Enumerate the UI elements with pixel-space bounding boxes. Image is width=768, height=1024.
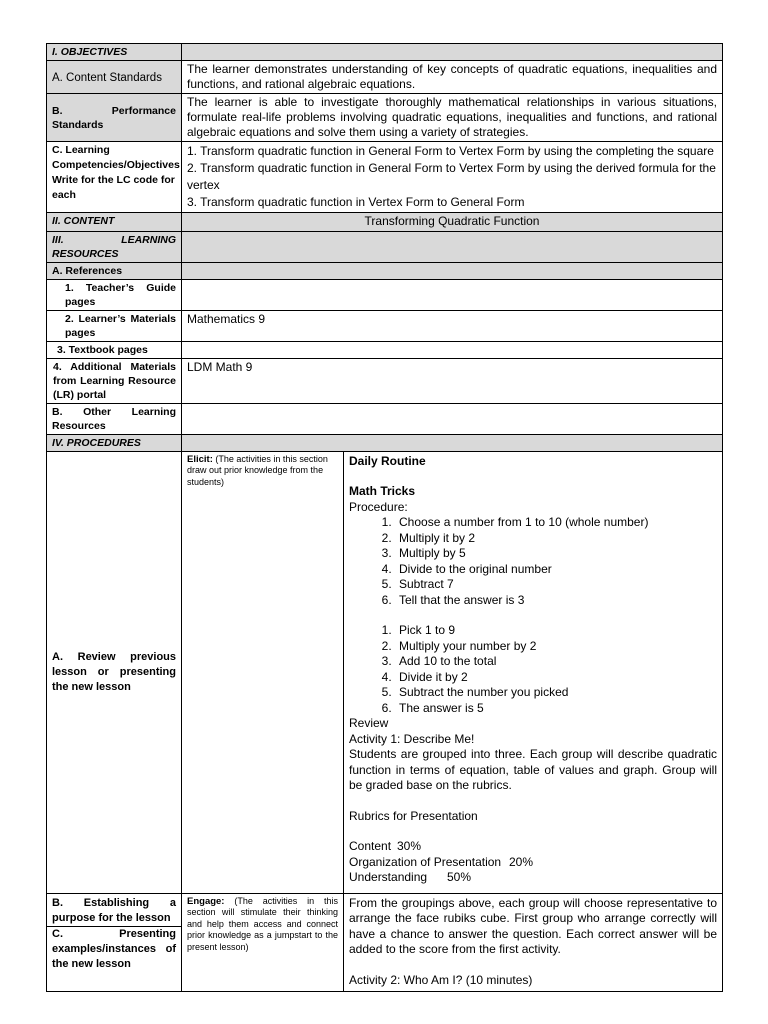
performance-standards-label: B. Performance Standards [47,94,182,142]
resources-header-row [47,231,723,262]
rubric-weight: 50% [447,870,472,884]
competencies-row [47,142,723,213]
list-item: 3. Multiply by 5 [395,546,717,562]
review-content [344,451,723,893]
performance-standards-row [47,94,723,142]
competency-item: 2. Transform quadratic function in General Form to Vertex Form by using the derived formula for the vertex [187,161,716,192]
competency-item: 3. Transform quadratic function in Vertex Form to General Form [187,195,525,209]
references-label: A. References [47,262,182,279]
list-item: 6. Tell that the answer is 3 [395,593,717,609]
content-standards-text: The learner demonstrates understanding of key concepts of quadratic equations, inequalities and functions, and rational algebraic equations. [182,61,723,94]
review-label: A. Review previous lesson or presenting the new lesson [47,451,182,893]
learners-materials-label: 2. Learner’s Materials pages [47,310,182,341]
learners-materials-value: Mathematics 9 [182,310,723,341]
content-header: II. CONTENT [47,213,182,232]
references-row [47,262,723,279]
list-item: 4. Divide it by 2 [395,670,717,686]
rubric-name: Understanding [349,870,428,884]
content-standards-row [47,61,723,94]
establishing-purpose-label: B. Establishing a purpose for the lesson [52,896,176,924]
rubric-weight: 20% [509,854,534,869]
procedures-header: IV. PROCEDURES [47,434,182,451]
purpose-row [47,893,723,992]
performance-standards-text: The learner is able to investigate thoroughly mathematical relationships in various situations, formulate real-life problems involving quadratic equations, inequalities and functions, and rational algebraic equations and solve them using a variety of strategies. [182,94,723,142]
review-label-text: Review [349,716,389,730]
rubric-row [349,855,717,871]
list-item: 4. Divide to the original number [395,562,717,578]
engage-cell [182,893,344,992]
activity-two-title: Activity 2: Who Am I? (10 minutes) [349,972,533,987]
additional-materials-row [47,358,723,403]
additional-materials-value: LDM Math 9 [182,358,723,403]
competencies-label: C. Learning Competencies/Objectives Write for the LC code for each [47,142,182,213]
procedure-label: Procedure: [349,499,408,514]
math-tricks-title: Math Tricks [349,484,416,498]
other-resources-label: B. Other Learning Resources [47,403,182,434]
activity-one-title: Activity 1: Describe Me! [349,731,475,746]
elicit-cell [182,451,344,893]
rubric-row [349,870,717,886]
rubrics-title: Rubrics for Presentation [349,808,478,823]
elicit-phase-desc: (The activities in this section draw out prior knowledge from the students) [187,453,328,487]
learners-materials-row [47,310,723,341]
teachers-guide-value [182,279,723,310]
daily-routine-title: Daily Routine [349,453,426,468]
teachers-guide-label: 1. Teacher’s Guide pages [47,279,182,310]
other-resources-row [47,403,723,434]
list-item: 1. Pick 1 to 9 [395,623,717,639]
trick-one-list [349,515,717,608]
rubric-row [349,839,717,855]
objectives-header: I. OBJECTIVES [47,44,182,61]
presenting-examples-label: C. Presenting examples/instances of the new lesson [47,926,181,972]
list-item: 1. Choose a number from 1 to 10 (whole number) [395,515,717,531]
list-item: 5. Subtract the number you picked [395,685,717,701]
competency-item: 1. Transform quadratic function in General Form to Vertex Form by using the completing the square [187,144,714,158]
rubric-name: Organization of Presentation [349,854,502,869]
trick-two-list [349,623,717,716]
lesson-plan-table [46,43,723,992]
objectives-header-row [47,44,723,61]
list-item: 2. Multiply it by 2 [395,531,717,547]
resources-header: III. LEARNING RESOURCES [47,231,182,262]
textbook-row [47,341,723,358]
rubric-weight: 30% [397,839,422,853]
content-row [47,213,723,232]
additional-materials-label: 4. Additional Materials from Learning Resource (LR) portal [47,358,182,403]
review-row [47,451,723,893]
engage-phase-desc: (The activities in this section will stimulate their thinking and help them access and connect prior knowledge as a jumpstart to the present lesson) [187,895,338,952]
engage-phase-name: Engage: [187,895,225,907]
activity-one-text: Students are grouped into three. Each group will describe quadratic function in terms of equation, table of values and graph. Group will be graded base on the rubrics. [349,747,717,792]
list-item: 5. Subtract 7 [395,577,717,593]
rubric-name: Content [349,839,392,853]
purpose-text: From the groupings above, each group will choose representative to arrange the face rubiks cube. First group who arrange correctly will have a chance to answer the question. Each correct answer will be added to the score from the first activity. [349,895,717,956]
elicit-phase-name: Elicit: [187,453,213,465]
teachers-guide-row [47,279,723,310]
textbook-label: 3. Textbook pages [47,341,182,358]
list-item: 2. Multiply your number by 2 [395,639,717,655]
list-item: 6. The answer is 5 [395,701,717,717]
procedures-header-row [47,434,723,451]
content-value: Transforming Quadratic Function [182,213,723,232]
purpose-content [344,893,723,992]
content-standards-label: A. Content Standards [52,72,162,84]
list-item: 3. Add 10 to the total [395,654,717,670]
